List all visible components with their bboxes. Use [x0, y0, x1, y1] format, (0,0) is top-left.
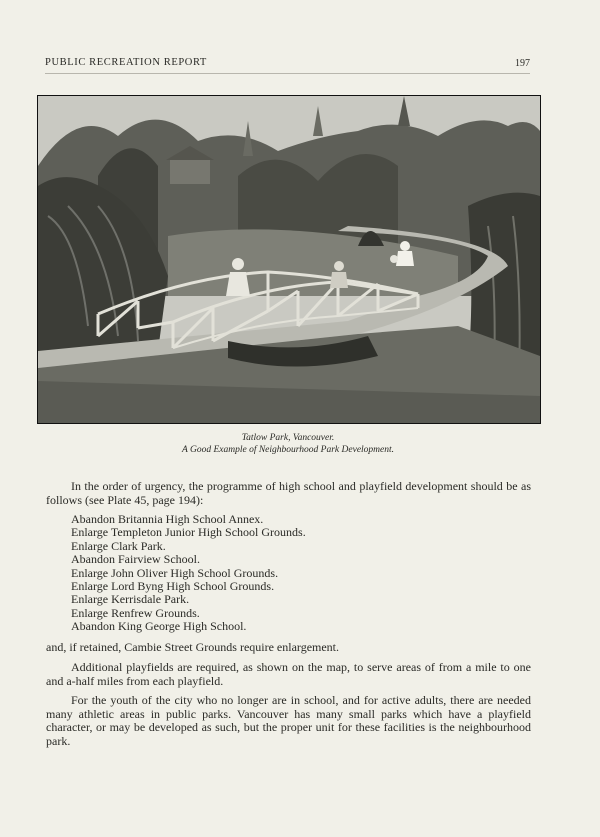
page-header [45, 57, 530, 74]
running-head: PUBLIC RECREATION REPORT [45, 57, 207, 68]
paragraph-athletic-areas: For the youth of the city who no longer are in school, and for active adults, there are needed many athletic areas in public parks. Vancouver has many small parks which have a playfield character, or may be developed as such, but the proper unit for these facilities is the neighbourhood park. [46, 693, 531, 748]
list-item: Enlarge Lord Byng High School Grounds. [71, 578, 275, 593]
list-item: Enlarge Clark Park. [71, 538, 166, 553]
paragraph-cambie: and, if retained, Cambie Street Grounds require enlargement. [46, 640, 340, 654]
paragraph-additional-playfields: Additional playfields are required, as shown on the map, to serve areas of from a mile to one and a-half miles from each playfield. [46, 660, 531, 688]
park-photograph [37, 95, 541, 424]
list-item: Enlarge John Oliver High School Grounds. [71, 565, 279, 580]
development-list [71, 513, 306, 634]
list-item: Enlarge Renfrew Grounds. [71, 605, 200, 620]
list-item: Enlarge Kerrisdale Park. [71, 592, 190, 607]
list-item: Abandon King George High School. [71, 619, 247, 634]
page-number: 197 [515, 58, 530, 69]
paragraph-programme: In the order of urgency, the programme of high school and playfield development should be as follows (see Plate 45, page 194): [46, 479, 531, 507]
list-item: Enlarge Templeton Junior High School Grounds. [71, 525, 306, 540]
figure-caption-title: Tatlow Park, Vancouver. [241, 433, 335, 443]
figure-caption-subtitle: A Good Example of Neighbourhood Park Development. [181, 445, 395, 455]
list-item: Abandon Britannia High School Annex. [71, 512, 264, 526]
list-item: Abandon Fairview School. [71, 552, 200, 567]
